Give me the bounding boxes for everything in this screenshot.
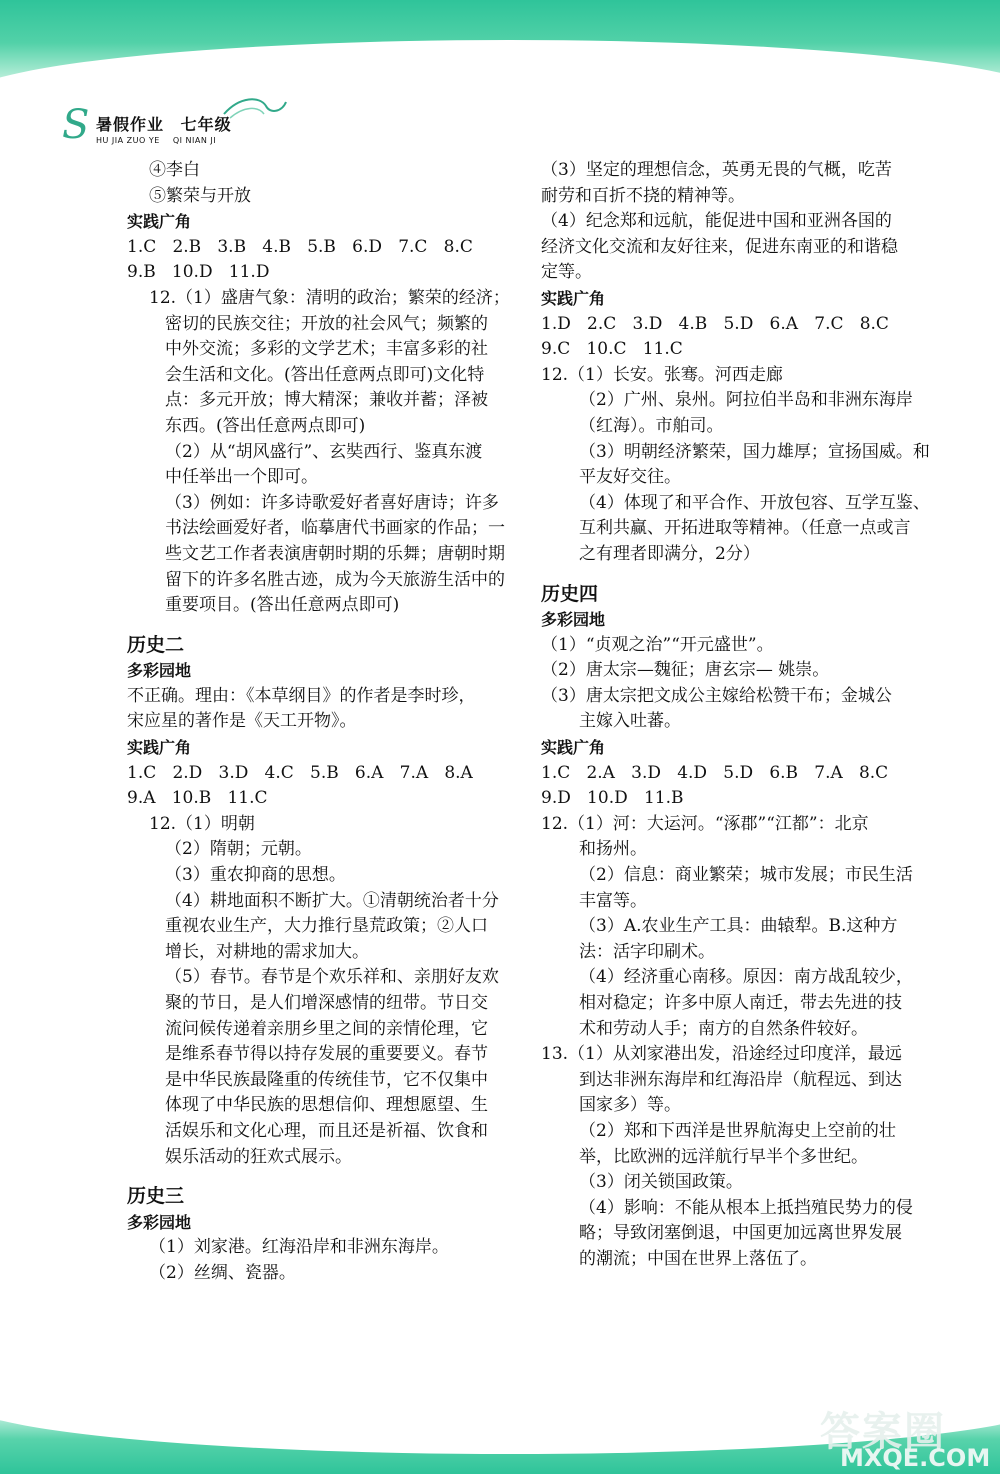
- answer-line: 密切的民族交往；开放的社会风气；频繁的: [165, 313, 488, 334]
- answer-line: 会生活和文化。(答出任意两点即可)文化特: [165, 364, 485, 385]
- answer-line: 中外交流；多彩的文学艺术；丰富多彩的社: [165, 339, 488, 360]
- answer-line: 流问候传递着亲朋乡里之间的亲情伦理，它: [165, 1018, 488, 1039]
- answer-line: 到达非洲东海岸和红海沿岸（航程远、到达: [579, 1069, 902, 1090]
- answer-line: 12.（1）盛唐气象：清明的政治；繁荣的经济；: [149, 287, 510, 308]
- pinyin-title: HU JIA ZUO YE: [96, 136, 160, 145]
- answer-line: 不正确。理由：《本草纲目》的作者是李时珍，: [127, 685, 476, 706]
- answer-line: 13.（1）从刘家港出发，沿途经过印度洋，最远: [541, 1044, 902, 1065]
- answer-line: （2）广州、泉州。阿拉伯半岛和非洲东海岸: [579, 390, 913, 411]
- answer-line: ⑤繁荣与开放: [149, 185, 251, 206]
- answer-line: 12.（1）河：大运河。“涿郡”“江都”：北京: [541, 813, 869, 834]
- answer-line: （4）影响：不能从根本上抵挡殖民势力的侵: [579, 1197, 913, 1218]
- chapter-title: 历史二: [127, 633, 185, 656]
- answer-line: 的潮流；中国在世界上落伍了。: [579, 1248, 817, 1269]
- answer-line: （5）春节。春节是个欢乐祥和、亲朋好友欢: [165, 967, 499, 988]
- answer-line: 1.C 2.B 3.B 4.B 5.B 6.D 7.C 8.C: [127, 236, 473, 257]
- answer-line: 中任举出一个即可。: [165, 467, 318, 488]
- answer-line: 互利共赢、开拓进取等精神。（任意一点或言: [579, 518, 911, 539]
- answer-line: 12.（1）长安。张骞。河西走廊: [541, 364, 783, 385]
- top-decorative-band: [0, 0, 1000, 95]
- answer-line: （2）从“胡风盛行”、玄奘西行、鉴真东渡: [165, 441, 483, 462]
- answer-line: 相对稳定；许多中原人南迁，带去先进的技: [579, 993, 902, 1013]
- right-answer-column: [541, 158, 951, 1273]
- answer-line: （3）重农抑商的思想。: [165, 865, 346, 886]
- answer-line: 12.（1）明朝: [149, 813, 255, 834]
- answer-line: 活娱乐和文化心理，而且还是祈福、饮食和: [165, 1120, 488, 1141]
- answer-line: 9.A 10.B 11.C: [127, 788, 268, 809]
- answer-line: 经济文化交流和友好往来，促进东南亚的和谐稳: [541, 236, 898, 257]
- section-heading: 多彩园地: [127, 1212, 192, 1232]
- answer-line: 1.C 2.A 3.D 4.D 5.D 6.B 7.A 8.C: [541, 762, 889, 783]
- answer-line: （2）郑和下西洋是世界航海史上空前的壮: [579, 1120, 896, 1141]
- answer-line: 是中华民族最隆重的传统佳节，它不仅集中: [165, 1069, 488, 1090]
- answer-line: 丰富等。: [579, 890, 647, 911]
- answer-line: ④李白: [149, 160, 200, 180]
- answer-line: （2）信息：商业繁荣；城市发展；市民生活: [579, 865, 913, 886]
- answer-line: （4）体现了和平合作、开放包容、互学互鉴、: [579, 492, 930, 513]
- decorative-swirl-icon: [220, 92, 290, 122]
- answer-line: 9.C 10.C 11.C: [541, 339, 683, 360]
- section-heading: 实践广角: [541, 738, 606, 758]
- answer-line: 些文艺工作者表演唐朝时期的乐舞；唐朝时期: [165, 543, 505, 564]
- answer-line: （2）丝绸、瓷器。: [149, 1262, 296, 1283]
- answer-line: （3）明朝经济繁荣，国力雄厚；宣扬国威。和: [579, 441, 930, 462]
- answer-line: 留下的许多名胜古迹，成为今天旅游生活中的: [165, 569, 505, 590]
- brand-logo: S: [62, 102, 90, 148]
- section-heading: 多彩园地: [127, 661, 192, 681]
- answer-line: （3）例如：许多诗歌爱好者喜好唐诗；许多: [165, 492, 499, 513]
- answer-line: 9.D 10.D 11.B: [541, 788, 684, 809]
- answer-line: 法：活字印刷术。: [579, 941, 715, 962]
- book-title-pinyin: [96, 136, 226, 145]
- answer-line: 东西。(答出任意两点即可): [165, 415, 366, 436]
- answer-line: 重要项目。(答出任意两点即可): [165, 595, 400, 616]
- watermark-logo-text: 答案圈: [820, 1409, 946, 1455]
- answer-line: 略；导致闭塞倒退，中国更加远离世界发展: [579, 1223, 902, 1244]
- answer-line: 1.D 2.C 3.D 4.B 5.D 6.A 7.C 8.C: [541, 313, 889, 334]
- answer-line: 书法绘画爱好者，临摹唐代书画家的作品；一: [165, 518, 505, 539]
- chapter-title: 历史四: [541, 582, 599, 605]
- answer-line: （3）唐太宗把文成公主嫁给松赞干布；金城公: [541, 685, 892, 706]
- answer-line: 聚的节日，是人们增深感情的纽带。节日交: [165, 993, 488, 1013]
- answer-line: 之有理者即满分，2分）: [579, 543, 760, 564]
- section-heading: 实践广角: [541, 288, 606, 308]
- answer-line: 增长，对耕地的需求加大。: [165, 941, 369, 962]
- answer-line: 点：多元开放；博大精深；兼收并蓄；泽被: [165, 390, 488, 411]
- answer-line: 宋应星的著作是《天工开物》。: [127, 711, 357, 732]
- watermark: [820, 1400, 990, 1470]
- section-heading: 实践广角: [127, 212, 192, 232]
- answer-line: 体现了中华民族的思想信仰、理想愿望、生: [165, 1095, 488, 1116]
- answer-line: 国家多）等。: [579, 1095, 681, 1116]
- answer-line: （3）坚定的理想信念，英勇无畏的气概，吃苦: [541, 160, 892, 180]
- answer-line: 和扬州。: [579, 839, 647, 860]
- pinyin-grade: QI NIAN JI: [172, 136, 217, 145]
- answer-line: 术和劳动人手；南方的自然条件较好。: [579, 1018, 868, 1039]
- book-grade-text: 七年级: [180, 115, 232, 134]
- section-heading: 实践广角: [127, 738, 192, 758]
- answer-line: 定等。: [541, 262, 592, 283]
- left-answer-column: [127, 158, 527, 1287]
- answer-line: （红海）。市舶司。: [579, 415, 724, 436]
- answer-line: （4）耕地面积不断扩大。①清朝统治者十分: [165, 890, 499, 911]
- answer-line: 举，比欧洲的远洋航行早半个多世纪。: [579, 1146, 868, 1167]
- answer-line: 主嫁入吐蕃。: [579, 711, 681, 732]
- answer-line: 娱乐活动的狂欢式展示。: [165, 1146, 352, 1167]
- answer-line: （4）纪念郑和远航，能促进中国和亚洲各国的: [541, 211, 892, 232]
- answer-line: 平友好交往。: [579, 467, 681, 488]
- answer-line: （3）闭关锁国政策。: [579, 1172, 743, 1193]
- answer-line: （2）隋朝；元朝。: [165, 839, 312, 860]
- answer-line: （2）唐太宗—魏征；唐玄宗— 姚崇。: [541, 660, 830, 681]
- section-heading: 多彩园地: [541, 610, 606, 630]
- answer-line: 耐劳和百折不挠的精神等。: [541, 185, 745, 206]
- answer-line: （4）经济重心南移。原因：南方战乱较少，: [579, 967, 913, 988]
- answer-line: （1）“贞观之治”“开元盛世”。: [541, 634, 774, 655]
- chapter-title: 历史三: [127, 1185, 185, 1208]
- book-title-text: 暑假作业: [96, 115, 165, 134]
- answer-line: 是维系春节得以持存发展的重要要义。春节: [165, 1044, 488, 1065]
- answer-line: 9.B 10.D 11.D: [127, 262, 270, 283]
- answer-line: （1）刘家港。红海沿岸和非洲东海岸。: [149, 1237, 449, 1258]
- watermark-url: MXQE.COM: [840, 1444, 991, 1472]
- answer-line: 1.C 2.D 3.D 4.C 5.B 6.A 7.A 8.A: [127, 762, 473, 783]
- answer-line: 重视农业生产，大力推行垦荒政策；②人口: [165, 916, 488, 937]
- answer-line: （3）A.农业生产工具：曲辕犁。B.这种方: [579, 916, 898, 937]
